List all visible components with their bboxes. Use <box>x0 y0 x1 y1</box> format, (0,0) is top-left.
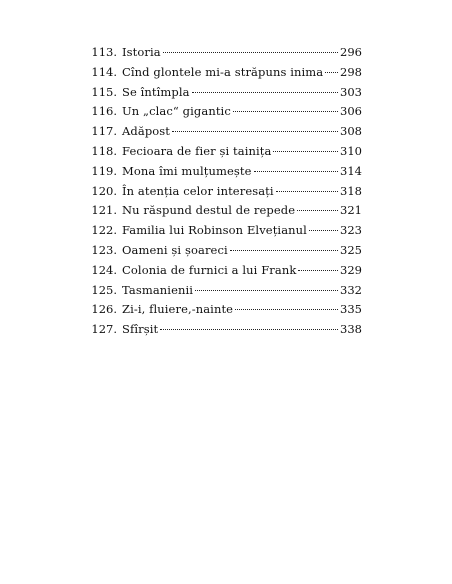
toc-entry <box>90 182 362 202</box>
page-number: 335 <box>340 302 362 317</box>
page-number: 325 <box>340 242 362 257</box>
chapter-title: Familia lui Robinson Elvețianul <box>122 223 307 238</box>
toc-entry <box>90 221 362 241</box>
dot-leader <box>163 52 338 53</box>
dot-leader <box>235 309 338 310</box>
dot-leader <box>195 290 338 291</box>
chapter-title: Un „clac“ gigantic <box>122 104 231 119</box>
dot-leader <box>298 270 338 271</box>
page-number: 306 <box>340 104 362 119</box>
dot-leader <box>276 191 338 192</box>
dot-leader <box>172 131 338 132</box>
chapter-title: Nu răspund destul de repede <box>122 203 296 218</box>
chapter-title: Fecioara de fier și tainița <box>122 143 272 158</box>
chapter-title: Zi-i, fluiere,-nainte <box>122 302 234 317</box>
chapter-title: Adăpost <box>122 124 171 139</box>
chapter-title: Oameni și șoareci <box>122 242 228 257</box>
page-number: 310 <box>340 143 362 158</box>
dot-leader <box>325 72 338 73</box>
chapter-title: Cînd glontele mi-a străpuns inima <box>122 64 324 79</box>
chapter-number: 118. <box>91 143 117 158</box>
dot-leader <box>297 210 338 211</box>
toc-entry <box>90 162 362 182</box>
toc-entry <box>90 83 362 103</box>
chapter-title: Mona îmi mulțumește <box>122 163 252 178</box>
chapter-number: 124. <box>91 262 117 277</box>
toc-entry <box>90 43 362 63</box>
chapter-number: 121. <box>91 203 117 218</box>
toc-entry <box>90 102 362 122</box>
dot-leader <box>192 92 338 93</box>
chapter-title: Istoria <box>122 45 161 59</box>
page-number: 308 <box>340 124 362 139</box>
chapter-number: 113. <box>91 45 117 59</box>
page-number: 318 <box>340 183 362 198</box>
dot-leader <box>254 171 339 172</box>
dot-leader <box>160 329 338 330</box>
dot-leader <box>230 250 338 251</box>
toc-entry <box>90 300 362 320</box>
page-number: 332 <box>340 282 362 297</box>
page-number: 314 <box>340 163 362 178</box>
page-number: 321 <box>340 203 362 218</box>
chapter-number: 114. <box>91 64 117 79</box>
toc-entry <box>90 281 362 301</box>
page-number: 338 <box>340 322 362 337</box>
chapter-number: 127. <box>91 322 117 337</box>
chapter-number: 126. <box>91 302 117 317</box>
chapter-title: În atenția celor interesați <box>122 183 274 198</box>
page-number: 323 <box>340 223 362 238</box>
chapter-number: 115. <box>91 84 117 99</box>
toc-entry <box>90 201 362 221</box>
chapter-title: Tasmanienii <box>122 282 194 297</box>
toc-entry <box>90 63 362 83</box>
chapter-number: 117. <box>91 124 117 139</box>
chapter-number: 116. <box>91 104 117 119</box>
chapter-number: 125. <box>91 282 117 297</box>
chapter-number: 123. <box>91 242 117 257</box>
chapter-number: 122. <box>91 223 117 238</box>
toc-entry <box>90 261 362 281</box>
page-number: 298 <box>340 64 362 79</box>
chapter-number: 120. <box>91 183 117 198</box>
dot-leader <box>233 111 338 112</box>
page-number: 303 <box>340 84 362 99</box>
toc-entry <box>90 320 362 340</box>
page-number: 329 <box>340 262 362 277</box>
toc-entry <box>90 142 362 162</box>
dot-leader <box>309 230 338 231</box>
table-of-contents <box>90 43 362 340</box>
chapter-title: Se întîmpla <box>122 84 190 99</box>
chapter-title: Sfîrșit <box>122 322 159 337</box>
chapter-number: 119. <box>91 163 117 178</box>
dot-leader <box>273 151 338 152</box>
page-number: 296 <box>340 45 362 59</box>
toc-entry <box>90 241 362 261</box>
chapter-title: Colonia de furnici a lui Frank <box>122 262 297 277</box>
toc-entry <box>90 122 362 142</box>
